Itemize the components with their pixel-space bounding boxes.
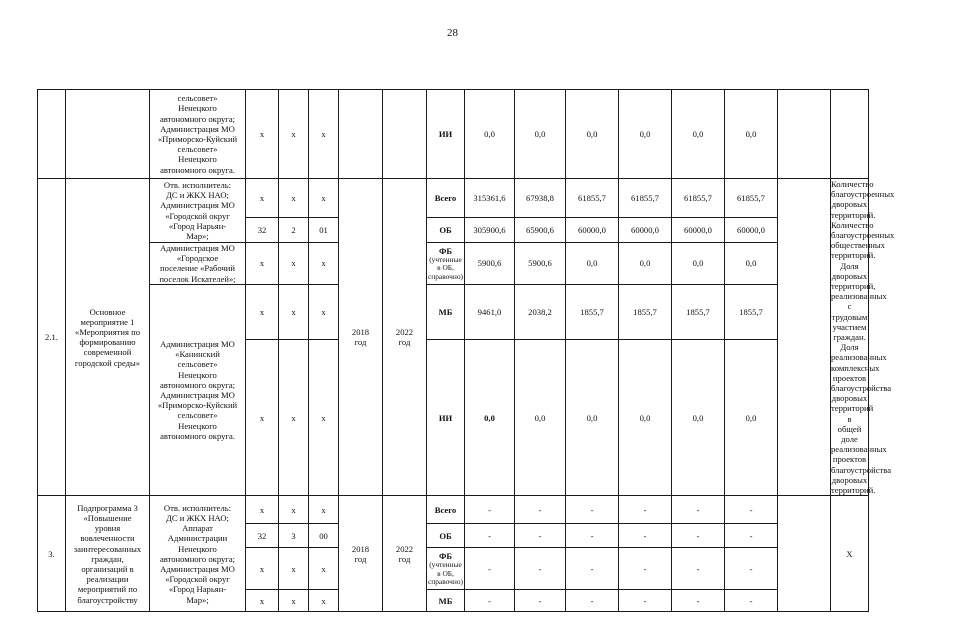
value-cell: 0,0 [465,90,515,179]
value-cell: - [619,590,672,612]
value-cell: 60000,0 [672,218,725,243]
value-cell: - [672,524,725,548]
code-cell: х [279,243,309,285]
value-cell: 67938,8 [515,179,566,218]
value-cell: 61855,7 [725,179,778,218]
source-cell [427,243,465,285]
value-cell: 0,0 [672,243,725,285]
spacer-cell [778,90,831,179]
code-cell: 00 [309,524,339,548]
code-cell: х [246,179,279,218]
value-cell: 65900,6 [515,218,566,243]
value-cell: 0,0 [465,340,515,496]
code-cell: 01 [309,218,339,243]
code-cell: х [279,340,309,496]
value-cell: 0,0 [725,243,778,285]
source-cell: ОБ [427,524,465,548]
start-year-cell [339,90,383,179]
row-number-cell: 3. [38,496,66,612]
code-cell: х [309,284,339,339]
executor-cell: Отв. исполнитель: ДС и ЖКХ НАО; Аппарат Администрации Ненецкого автономного округа; Администрация МО «Городской округ «Город Нарьян- Мар»; [150,496,246,612]
code-cell: х [309,179,339,218]
value-cell: - [465,590,515,612]
code-cell: х [279,179,309,218]
value-cell: 0,0 [619,90,672,179]
value-cell: 61855,7 [619,179,672,218]
table-row-continuation [38,90,969,179]
value-cell: - [672,496,725,524]
code-cell: 32 [246,524,279,548]
source-cell: Всего [427,179,465,218]
source-label: ФБ [438,551,453,562]
value-cell: 1855,7 [566,284,619,339]
source-cell [427,548,465,590]
value-cell: - [566,548,619,590]
value-cell: 2038,2 [515,284,566,339]
code-cell: х [246,243,279,285]
code-cell: 3 [279,524,309,548]
value-cell: 0,0 [725,90,778,179]
code-cell: 32 [246,218,279,243]
value-cell: 0,0 [515,340,566,496]
code-cell: х [309,496,339,524]
value-cell: 0,0 [672,340,725,496]
value-cell: - [672,590,725,612]
code-cell: х [246,340,279,496]
spacer-cell [778,496,831,612]
code-cell: х [279,284,309,339]
end-year-cell: 2022 год [383,496,427,612]
value-cell: 60000,0 [725,218,778,243]
executor-cell: сельсовет» Ненецкого автономного округа; Администрация МО «Приморско-Куйский сельсовет» Ненецкого автономного округа. [150,90,246,179]
value-cell: 315361,6 [465,179,515,218]
spacer-cell [778,179,831,496]
code-cell: х [279,548,309,590]
source-cell: ОБ [427,218,465,243]
value-cell: - [465,524,515,548]
value-cell: - [566,496,619,524]
executor-cell: Администрация МО «Городское поселение «Рабочий поселок Искателей»; [150,243,246,285]
value-cell: - [619,524,672,548]
value-cell: 5900,6 [465,243,515,285]
value-cell: 9461,0 [465,284,515,339]
source-cell: Всего [427,496,465,524]
source-cell: МБ [427,284,465,339]
value-cell: 1855,7 [619,284,672,339]
start-year-cell: 2018 год [339,496,383,612]
code-cell: х [279,590,309,612]
value-cell: 60000,0 [619,218,672,243]
code-cell: х [246,590,279,612]
measure-name-cell: Основное мероприятие 1 «Мероприятия по формированию современной городской среды» [66,179,150,496]
value-cell: - [725,548,778,590]
code-cell: х [279,90,309,179]
value-cell: 0,0 [515,90,566,179]
code-cell: х [246,496,279,524]
value-cell: - [566,590,619,612]
indicator-cell [831,90,869,179]
value-cell: 5900,6 [515,243,566,285]
end-year-cell [383,90,427,179]
source-cell: ИИ [427,90,465,179]
value-cell: - [465,548,515,590]
row-name-cell [66,90,150,179]
row-number-cell [38,90,66,179]
source-note: (учтенные в ОБ, справочно) [428,560,463,587]
value-cell: - [725,590,778,612]
value-cell: - [515,548,566,590]
program-table [37,89,969,612]
code-cell: х [309,590,339,612]
value-cell: 305900,6 [465,218,515,243]
value-cell: - [566,524,619,548]
code-cell: х [246,548,279,590]
code-cell: х [309,243,339,285]
value-cell: 0,0 [672,90,725,179]
value-cell: 0,0 [566,243,619,285]
value-cell: - [515,524,566,548]
executor-cell: Администрация МО «Канинский сельсовет» Ненецкого автономного округа; Администрация МО «Приморско-Куйский сельсовет» Ненецкого автономного округа. [150,284,246,495]
subprogram-name-cell: Подпрограмма 3 «Повышение уровня вовлеченности заинтересованных граждан, организаций в реализации мероприятий по благоустройству [66,496,150,612]
code-cell: х [309,340,339,496]
value-cell: 1855,7 [672,284,725,339]
code-cell: х [246,90,279,179]
value-cell: 61855,7 [566,179,619,218]
value-cell: - [619,548,672,590]
code-cell: х [309,90,339,179]
value-cell: - [515,590,566,612]
value-cell: - [725,524,778,548]
code-cell: х [279,496,309,524]
indicator-cell: Х [831,496,869,612]
value-cell: 61855,7 [672,179,725,218]
source-note: (учтенные в ОБ, справочно) [428,255,463,281]
value-cell: - [515,496,566,524]
page-number: 28 [447,27,458,39]
start-year-cell: 2018 год [339,179,383,496]
value-cell: 0,0 [619,340,672,496]
code-cell: 2 [279,218,309,243]
indicator-cell: Количество благоустроенных дворовых территорий. Количество благоустроенных общественных территорий. Доля дворовых территорий, реализованных с трудовым участием граждан. Доля реализованных комплексных проектов благоустройства дворовых территорий в общей доле реализованных проектов благоустройства дворовых территорий. [831,179,895,496]
value-cell: - [465,496,515,524]
table-row-3-total [38,496,969,524]
value-cell: 0,0 [566,90,619,179]
code-cell: х [246,284,279,339]
value-cell: 1855,7 [725,284,778,339]
source-cell: МБ [427,590,465,612]
source-cell: ИИ [427,340,465,496]
value-cell: 0,0 [725,340,778,496]
value-cell: 60000,0 [566,218,619,243]
row-number-cell: 2.1. [38,179,66,496]
value-cell: - [725,496,778,524]
source-label: ФБ [438,245,453,256]
executor-cell: Отв. исполнитель: ДС и ЖКХ НАО; Администрация МО «Городской округ «Город Нарьян- Мар»; [150,179,246,243]
value-cell: 0,0 [619,243,672,285]
value-cell: - [619,496,672,524]
end-year-cell: 2022 год [383,179,427,496]
table-row-2-1-total [38,179,969,218]
code-cell: х [309,548,339,590]
value-cell: 0,0 [566,340,619,496]
value-cell: - [672,548,725,590]
